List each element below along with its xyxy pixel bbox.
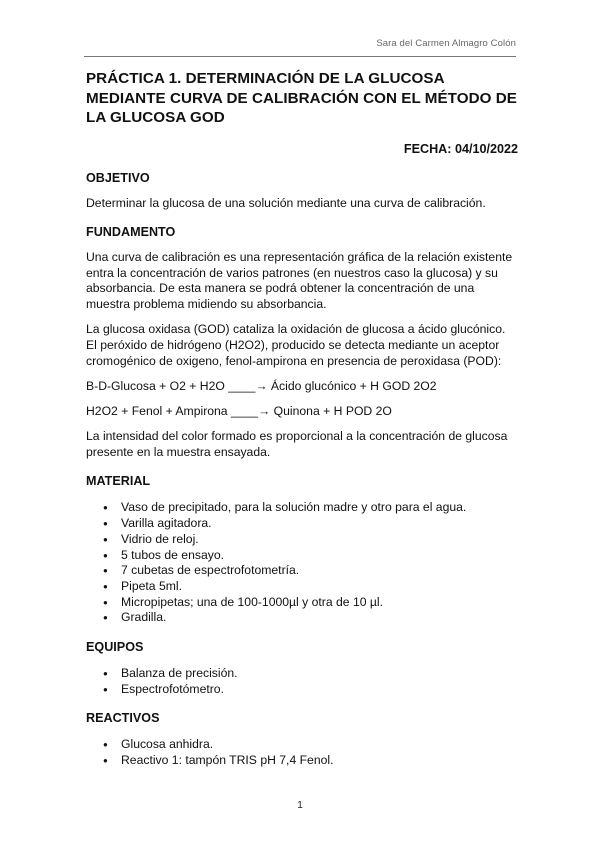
section-heading-reactivos: REACTIVOS (86, 711, 160, 726)
list-item: ● Pipeta 5ml. (121, 579, 518, 595)
list-item: ● Glucosa anhidra. (121, 737, 518, 753)
list-item: ● 5 tubos de ensayo. (121, 548, 518, 564)
equipos-list (86, 666, 518, 697)
section-heading-material: MATERIAL (86, 474, 151, 489)
equation-1: B-D-Glucosa + O2 + H2O ____→ Ácido glucónico + H GOD 2O2 (86, 379, 437, 394)
material-list (86, 500, 518, 626)
list-item: ● Vaso de precipitado, para la solución madre y otro para el agua. (121, 500, 518, 516)
section-heading-equipos: EQUIPOS (86, 640, 144, 655)
section-heading-fundamento: FUNDAMENTO (86, 225, 176, 240)
list-item: ● Espectrofotómetro. (121, 682, 518, 698)
header-author: Sara del Carmen Almagro Colón (376, 38, 516, 49)
list-item: ● Gradilla. (121, 610, 518, 626)
document-body (86, 69, 518, 769)
list-item: ● Balanza de precisión. (121, 666, 518, 682)
list-item: ● Reactivo 1: tampón TRIS pH 7,4 Fenol. (121, 753, 518, 769)
fundamento-paragraph-1: Una curva de calibración es una representación gráfica de la relación existente entra la concentración de varios patrones (en nuestros caso la glucosa) y su absorbancia. De esta manera se podrá obtener la concentración de una muestra problema midiendo su absorbancia. (86, 250, 513, 311)
equation-2: H2O2 + Fenol + Ampirona ____→ Quinona + H POD 2O (86, 404, 392, 419)
document-title: PRÁCTICA 1. DETERMINACIÓN DE LA GLUCOSA MEDIANTE CURVA DE CALIBRACIÓN CON EL MÉTODO DE LA GLUCOSA GOD (86, 70, 517, 126)
header-rule (84, 56, 516, 57)
objetivo-text: Determinar la glucosa de una solución mediante una curva de calibración. (86, 195, 486, 210)
section-heading-objetivo: OBJETIVO (86, 170, 150, 185)
list-item: ● 7 cubetas de espectrofotometría. (121, 563, 518, 579)
list-item: ● Micropipetas; una de 100-1000µl y otra de 10 µl. (121, 595, 518, 611)
document-date: FECHA: 04/10/2022 (403, 141, 518, 156)
fundamento-paragraph-3: La intensidad del color formado es proporcional a la concentración de glucosa presente en la muestra ensayada. (86, 429, 508, 459)
list-item: ● Vidrio de reloj. (121, 532, 518, 548)
page-number: 1 (297, 800, 303, 811)
reactivos-list (86, 737, 518, 768)
list-item: ● Varilla agitadora. (121, 516, 518, 532)
fundamento-paragraph-2: La glucosa oxidasa (GOD) cataliza la oxidación de glucosa a ácido glucónico. El peróxido de hidrógeno (H2O2), producido se detecta mediante un aceptor cromogénico de oxigeno, fenol-ampirona en presencia de peroxidasa (POD): (86, 322, 506, 368)
